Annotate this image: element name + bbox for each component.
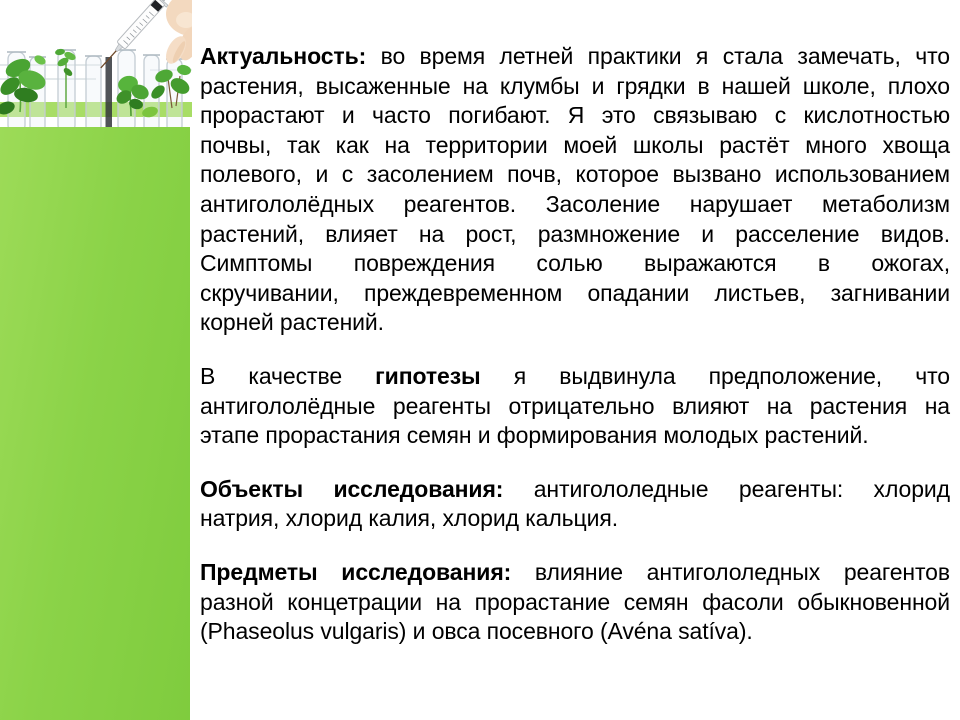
- text-line: [200, 421, 950, 451]
- text-line: [200, 220, 950, 250]
- text-line: [200, 558, 950, 588]
- body-text: Симптомы повреждения солью выражаются в ожогах,: [200, 250, 950, 277]
- text-line: [200, 160, 950, 190]
- body-text: растений, влияет на рост, размножение и расселение видов.: [200, 220, 950, 247]
- text-line: [200, 101, 950, 131]
- text-line: [200, 131, 950, 161]
- body-text: этапе прорастания семян и формирования молодых растений.: [200, 422, 869, 449]
- text-line: [200, 72, 950, 102]
- paragraph-objects: [200, 475, 950, 534]
- text-line: [200, 475, 950, 505]
- bold-text: Актуальность:: [200, 43, 367, 69]
- text-line: [200, 588, 950, 618]
- text-line: [200, 308, 950, 338]
- left-accent-stripe: [0, 127, 190, 720]
- text-line: [200, 504, 950, 534]
- paragraph-subjects: [200, 558, 950, 647]
- body-text: полевого, и с засолением почв, которое вызвано использованием: [200, 161, 950, 188]
- stand-rod: [106, 57, 113, 127]
- paragraph-hypothesis: [200, 362, 950, 451]
- body-text: В качестве: [200, 362, 376, 389]
- text-line: [200, 392, 950, 422]
- text-line: [200, 42, 950, 72]
- body-text: во время летней практики я стала замечать, что: [366, 43, 950, 69]
- body-text: растения, высаженные на клумбы и грядки в нашей школе, плохо: [200, 72, 950, 99]
- body-text: влияние антигололедных реагентов: [511, 558, 950, 585]
- body-text: скручивании, преждевременном опадании листьев, загнивании: [200, 279, 950, 306]
- plants-photo: [0, 0, 192, 127]
- body-text: разной концетрации на прорастание семян фасоли обыкновенной: [200, 588, 950, 615]
- text-line: [200, 249, 950, 279]
- body-text: корней растений.: [200, 309, 384, 336]
- body-text: антигололёдные реагенты отрицательно влияют на растения на: [200, 392, 950, 419]
- body-text: (Phaseolus vulgaris) и овса посевного (Avéna satíva).: [200, 618, 753, 645]
- body-text: антигололедные реагенты: хлорид: [503, 475, 950, 502]
- body-text: я выдвинула предположение, что: [480, 362, 950, 389]
- body-text: почвы, так как на территории моей школы растёт много хвоща: [200, 131, 950, 158]
- bold-text: гипотезы: [375, 362, 481, 389]
- body-text: антигололёдных реагентов. Засоление нарушает метаболизм: [200, 190, 950, 217]
- slide-body-text: [200, 42, 950, 671]
- text-line: [200, 617, 950, 647]
- bold-text: Объекты исследования:: [200, 475, 504, 502]
- text-line: [200, 190, 950, 220]
- body-text: натрия, хлорид калия, хлорид кальция.: [200, 505, 619, 532]
- body-text: прорастают и часто погибают. Я это связываю с кислотностью: [200, 102, 950, 129]
- text-line: [200, 279, 950, 309]
- text-line: [200, 362, 950, 392]
- bold-text: Предметы исследования:: [200, 558, 512, 585]
- plants-photo-illustration: [0, 0, 192, 127]
- paragraph-relevance: [200, 42, 950, 338]
